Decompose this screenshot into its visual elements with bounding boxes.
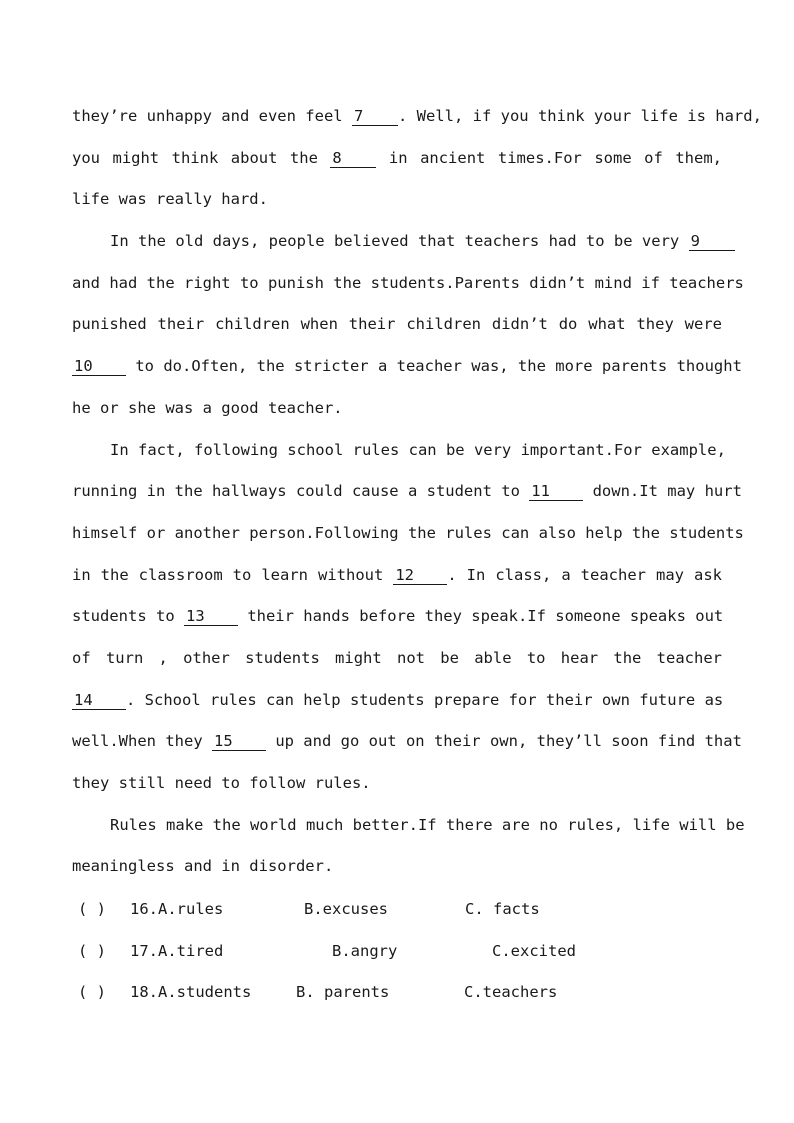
passage-line	[72, 304, 722, 346]
passage-line	[72, 638, 722, 680]
passage-text: In fact, following school rules can be very important.For example,	[110, 440, 726, 459]
passage-text: punished their children when their children didn’t do what they were	[72, 315, 722, 334]
answer-paren: ( )	[78, 900, 106, 918]
passage-text: Rules make the world much better.If there are no rules, life will be	[110, 815, 745, 834]
option-b: B.angry	[332, 941, 398, 960]
passage-text: students to	[72, 607, 184, 626]
passage-text: . Well, if you think your life is hard,	[397, 107, 762, 125]
option-c: C.teachers	[464, 983, 558, 1002]
question-row	[72, 931, 722, 973]
blank-8: 8	[330, 149, 376, 168]
passage-text: . School rules can help students prepare for their own future as	[126, 690, 724, 709]
passage-text: to do.Often, the stricter a teacher was, the more parents thought	[126, 357, 742, 376]
cloze-passage	[72, 96, 762, 888]
passage-text: their hands before they speak.If someone speaks out	[237, 607, 724, 626]
question-row	[72, 972, 722, 1014]
passage-line	[72, 179, 722, 221]
question-options	[72, 889, 722, 1014]
passage-text: well.When they	[72, 732, 212, 751]
blank-10: 10	[72, 357, 126, 376]
passage-text: you might think about the	[72, 148, 331, 167]
option-b: B.excuses	[304, 900, 388, 918]
answer-paren: ( )	[78, 941, 106, 960]
passage-text: they still need to follow rules.	[72, 774, 371, 792]
option-b: B. parents	[296, 983, 390, 1002]
passage-line	[72, 721, 742, 763]
blank-12: 12	[393, 566, 447, 585]
option-a: A.students	[158, 983, 252, 1002]
passage-text: in ancient times.For some of them,	[376, 148, 722, 167]
passage-line	[72, 555, 722, 597]
blank-15: 15	[212, 732, 266, 751]
passage-line	[72, 263, 744, 305]
question-number: 17.	[130, 941, 158, 960]
passage-line	[72, 680, 722, 722]
passage-text: meaningless and in disorder.	[72, 857, 334, 876]
passage-line	[72, 221, 722, 263]
blank-11: 11	[529, 482, 583, 501]
blank-13: 13	[184, 607, 238, 626]
passage-line	[72, 430, 726, 472]
question-number: 18.	[130, 983, 158, 1002]
passage-text: up and go out on their own, they’ll soon find that	[265, 732, 742, 751]
passage-line	[72, 805, 745, 847]
option-c: C. facts	[465, 900, 540, 918]
blank-7: 7	[352, 107, 398, 126]
passage-line	[72, 96, 762, 138]
passage-line	[72, 388, 722, 430]
option-a: A.rules	[158, 900, 224, 918]
passage-line	[72, 471, 742, 513]
passage-text: he or she was a good teacher.	[72, 398, 343, 417]
blank-9: 9	[689, 232, 735, 251]
passage-text: In the old days, people believed that teachers had to be very	[110, 232, 689, 251]
passage-line	[72, 846, 722, 888]
passage-text: and had the right to punish the students.Parents didn’t mind if teachers	[72, 273, 744, 292]
question-number: 16.	[130, 900, 158, 918]
passage-text: of turn , other students might not be able to hear the teacher	[72, 648, 722, 667]
answer-paren: ( )	[78, 983, 106, 1002]
passage-line	[72, 596, 722, 638]
passage-text: in the classroom to learn without	[72, 565, 394, 584]
passage-text: himself or another person.Following the rules can also help the students	[72, 523, 744, 542]
passage-line	[72, 346, 742, 388]
passage-line	[72, 513, 744, 555]
passage-text: down.It may hurt	[583, 482, 742, 501]
question-row	[72, 889, 722, 931]
passage-text: they’re unhappy and even feel	[72, 107, 352, 125]
option-c: C.excited	[492, 941, 576, 960]
passage-line	[72, 763, 722, 805]
passage-text: running in the hallways could cause a student to	[72, 482, 530, 501]
blank-14: 14	[72, 691, 126, 710]
passage-text: . In class, a teacher may ask	[447, 565, 722, 584]
option-a: A.tired	[158, 941, 224, 960]
passage-line	[72, 138, 722, 180]
passage-text: life was really hard.	[72, 190, 268, 209]
